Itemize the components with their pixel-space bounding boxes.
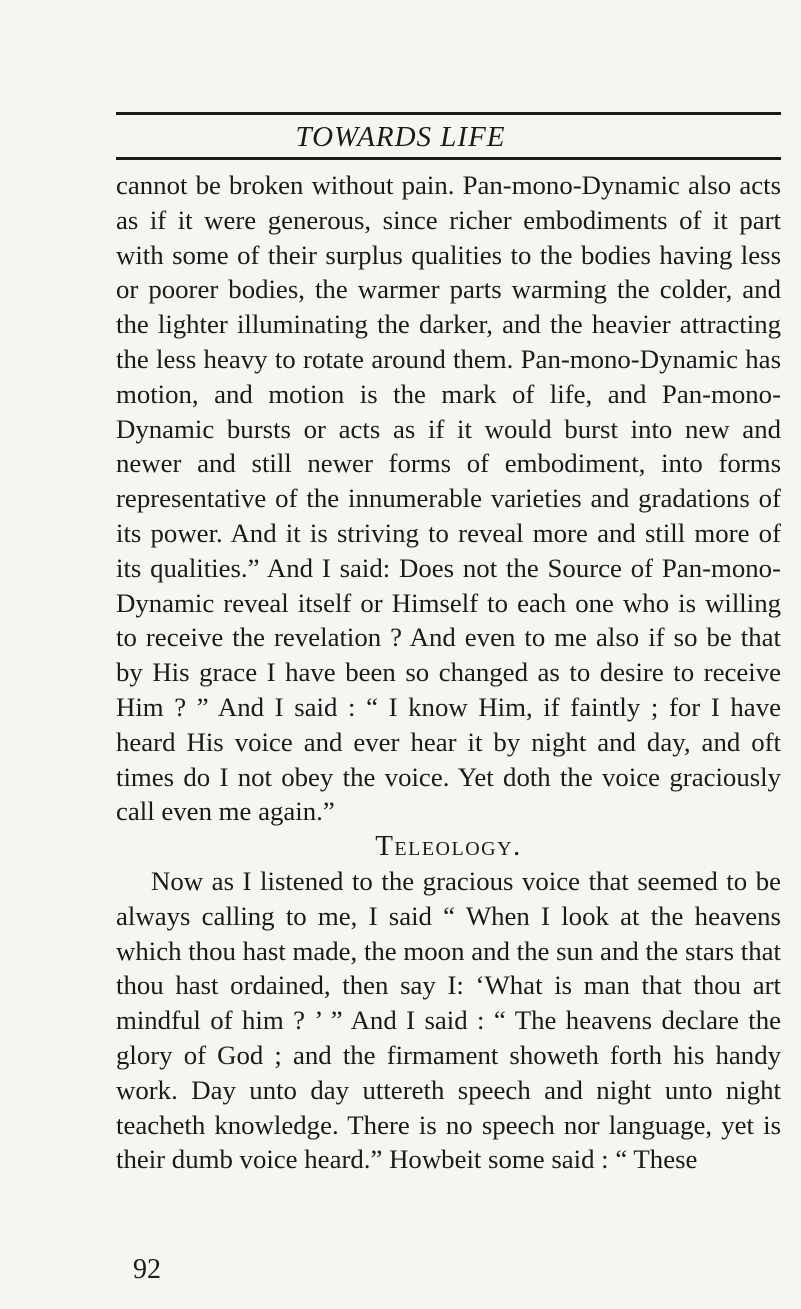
section-heading: Teleology. (375, 830, 522, 863)
paragraph-2: Now as I listened to the gracious voice that seemed to be always calling to me, I said “ When I look at the heavens which thou hast made, the moon and the sun and the stars that thou hast ordained, then say I: ‘What is man that thou art mindful of him ? ’ ” And I said : “ The heavens declare the glory of God ; and the firmament showeth forth his handy work. Day unto day uttereth speech and night unto night teacheth knowledge. There is no speech nor language, yet is their dumb voice heard.” Howbeit some said : “ These (116, 865, 781, 1175)
paragraph-1: cannot be broken without pain. Pan-mono-Dynamic also acts as if it were generous, since richer embodiments of it part with some of their surplus qualities to the bodies having less or poorer bodies, the warmer parts warming the colder, and the lighter illuminating the darker, and the heavier attracting the less heavy to rotate around them. Pan-mono-Dynamic has motion, and motion is the mark of life, and Pan-mono-Dynamic bursts or acts as if it would burst into new and newer and still newer forms of embodiment, into forms representative of the innumerable varieties and gradations of its power. And it is striving to reveal more and still more of its qualities.” And I said: Does not the Source of Pan-mono-Dynamic reveal itself or Himself to each one who is willing to receive the revelation ? And even to me also if so be that by His grace I have been so changed as to desire to receive Him ? ” And I said : “ I know Him, if faintly ; for I have heard His voice and ever hear it by night and day, and oft times do I not obey the voice. Yet doth the voice graciously call even me again.” (116, 170, 781, 827)
header-top-rule (116, 112, 781, 115)
body-text (116, 168, 781, 1177)
running-head: TOWARDS LIFE (295, 121, 506, 153)
header-bottom-rule (116, 157, 781, 160)
page-number: 92 (133, 1254, 161, 1285)
